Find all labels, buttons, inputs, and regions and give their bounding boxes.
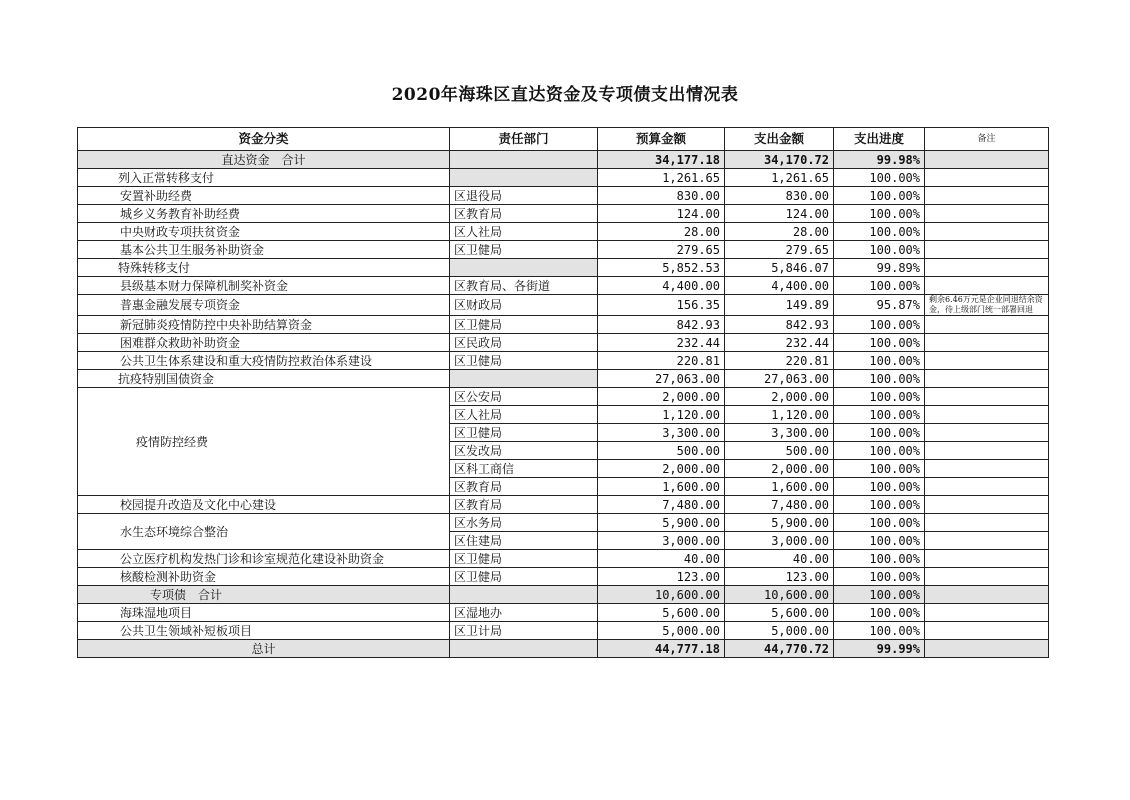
row-note <box>925 568 1049 586</box>
row-note <box>925 352 1049 370</box>
row-note <box>925 169 1049 187</box>
row-label: 直达资金 合计 <box>78 151 450 169</box>
row-label: 新冠肺炎疫情防控中央补助结算资金 <box>78 316 450 334</box>
row-label: 抗疫特别国债资金 <box>78 370 450 388</box>
row-budget: 5,852.53 <box>598 259 725 277</box>
table-row <box>78 514 1049 532</box>
row-dept: 区水务局 <box>450 514 598 532</box>
row-note <box>925 388 1049 406</box>
row-budget: 232.44 <box>598 334 725 352</box>
row-label: 基本公共卫生服务补助资金 <box>78 241 450 259</box>
row-budget: 34,177.18 <box>598 151 725 169</box>
row-dept: 区教育局 <box>450 205 598 223</box>
row-budget: 28.00 <box>598 223 725 241</box>
row-spent: 149.89 <box>725 295 834 316</box>
row-note <box>925 205 1049 223</box>
row-dept <box>450 370 598 388</box>
row-note: 剩余6.46万元是企业同退结余资金，待上级部门统一部署回退 <box>925 295 1049 316</box>
row-label: 总计 <box>78 640 450 658</box>
row-label: 核酸检测补助资金 <box>78 568 450 586</box>
row-spent: 4,400.00 <box>725 277 834 295</box>
row-label: 县级基本财力保障机制奖补资金 <box>78 277 450 295</box>
row-progress: 100.00% <box>834 478 925 496</box>
header-progress: 支出进度 <box>834 128 925 151</box>
row-spent: 3,000.00 <box>725 532 834 550</box>
table-row <box>78 604 1049 622</box>
row-note <box>925 532 1049 550</box>
row-dept: 区住建局 <box>450 532 598 550</box>
row-dept: 区卫健局 <box>450 424 598 442</box>
row-dept: 区卫健局 <box>450 568 598 586</box>
row-budget: 3,300.00 <box>598 424 725 442</box>
row-label: 公共卫生领域补短板项目 <box>78 622 450 640</box>
header-budget: 预算金额 <box>598 128 725 151</box>
row-spent: 3,300.00 <box>725 424 834 442</box>
table-row <box>78 241 1049 259</box>
row-dept <box>450 151 598 169</box>
row-note <box>925 460 1049 478</box>
group-row <box>78 259 1049 277</box>
row-budget: 124.00 <box>598 205 725 223</box>
row-progress: 100.00% <box>834 604 925 622</box>
row-spent: 830.00 <box>725 187 834 205</box>
row-progress: 100.00% <box>834 370 925 388</box>
row-note <box>925 550 1049 568</box>
row-note <box>925 478 1049 496</box>
table-row <box>78 622 1049 640</box>
row-dept: 区公安局 <box>450 388 598 406</box>
row-label: 水生态环境综合整治 <box>78 514 450 550</box>
row-dept: 区人社局 <box>450 406 598 424</box>
table-row <box>78 295 1049 316</box>
row-progress: 100.00% <box>834 532 925 550</box>
row-spent: 124.00 <box>725 205 834 223</box>
row-spent: 123.00 <box>725 568 834 586</box>
row-label: 疫情防控经费 <box>78 388 450 496</box>
direct-total-row <box>78 151 1049 169</box>
row-progress: 100.00% <box>834 514 925 532</box>
row-note <box>925 259 1049 277</box>
row-note <box>925 604 1049 622</box>
row-progress: 100.00% <box>834 496 925 514</box>
row-progress: 100.00% <box>834 277 925 295</box>
header-dept: 责任部门 <box>450 128 598 151</box>
row-label: 中央财政专项扶贫资金 <box>78 223 450 241</box>
row-note <box>925 424 1049 442</box>
row-spent: 279.65 <box>725 241 834 259</box>
row-progress: 100.00% <box>834 586 925 604</box>
row-budget: 10,600.00 <box>598 586 725 604</box>
row-budget: 842.93 <box>598 316 725 334</box>
row-budget: 1,120.00 <box>598 406 725 424</box>
table-row <box>78 334 1049 352</box>
row-progress: 100.00% <box>834 169 925 187</box>
row-dept: 区财政局 <box>450 295 598 316</box>
row-note <box>925 406 1049 424</box>
row-progress: 100.00% <box>834 622 925 640</box>
table-header-row <box>78 128 1049 151</box>
row-spent: 28.00 <box>725 223 834 241</box>
row-spent: 5,900.00 <box>725 514 834 532</box>
row-progress: 100.00% <box>834 442 925 460</box>
row-spent: 44,770.72 <box>725 640 834 658</box>
row-note <box>925 622 1049 640</box>
row-progress: 100.00% <box>834 241 925 259</box>
row-dept: 区科工商信 <box>450 460 598 478</box>
table-row <box>78 277 1049 295</box>
header-category: 资金分类 <box>78 128 450 151</box>
table-row <box>78 496 1049 514</box>
table-row <box>78 223 1049 241</box>
row-label: 安置补助经费 <box>78 187 450 205</box>
row-progress: 99.99% <box>834 640 925 658</box>
row-spent: 1,261.65 <box>725 169 834 187</box>
row-dept: 区湿地办 <box>450 604 598 622</box>
row-note <box>925 334 1049 352</box>
row-budget: 3,000.00 <box>598 532 725 550</box>
row-dept: 区退役局 <box>450 187 598 205</box>
table-row <box>78 187 1049 205</box>
page-title: 2020年海珠区直达资金及专项债支出情况表 <box>391 85 739 105</box>
row-budget: 1,600.00 <box>598 478 725 496</box>
row-progress: 100.00% <box>834 334 925 352</box>
row-budget: 4,400.00 <box>598 277 725 295</box>
row-dept: 区卫健局 <box>450 550 598 568</box>
row-dept: 区发改局 <box>450 442 598 460</box>
row-dept: 区教育局 <box>450 478 598 496</box>
row-spent: 2,000.00 <box>725 460 834 478</box>
row-spent: 500.00 <box>725 442 834 460</box>
row-dept <box>450 640 598 658</box>
row-budget: 156.35 <box>598 295 725 316</box>
row-note <box>925 187 1049 205</box>
row-progress: 99.89% <box>834 259 925 277</box>
row-progress: 100.00% <box>834 550 925 568</box>
row-budget: 500.00 <box>598 442 725 460</box>
row-budget: 27,063.00 <box>598 370 725 388</box>
row-budget: 7,480.00 <box>598 496 725 514</box>
row-label: 专项债 合计 <box>78 586 450 604</box>
row-spent: 40.00 <box>725 550 834 568</box>
row-budget: 279.65 <box>598 241 725 259</box>
header-spent: 支出金额 <box>725 128 834 151</box>
row-budget: 44,777.18 <box>598 640 725 658</box>
row-spent: 7,480.00 <box>725 496 834 514</box>
row-budget: 2,000.00 <box>598 388 725 406</box>
group-row <box>78 169 1049 187</box>
row-progress: 95.87% <box>834 295 925 316</box>
row-dept: 区教育局、各街道 <box>450 277 598 295</box>
row-progress: 100.00% <box>834 316 925 334</box>
row-budget: 5,600.00 <box>598 604 725 622</box>
row-note <box>925 640 1049 658</box>
row-note <box>925 277 1049 295</box>
row-spent: 1,600.00 <box>725 478 834 496</box>
table-row <box>78 550 1049 568</box>
special-total-row <box>78 586 1049 604</box>
row-dept <box>450 169 598 187</box>
row-budget: 220.81 <box>598 352 725 370</box>
row-note <box>925 442 1049 460</box>
table-row <box>78 568 1049 586</box>
row-label: 公共卫生体系建设和重大疫情防控救治体系建设 <box>78 352 450 370</box>
header-note: 备注 <box>925 128 1049 151</box>
row-note <box>925 316 1049 334</box>
row-label: 列入正常转移支付 <box>78 169 450 187</box>
table-row <box>78 316 1049 334</box>
row-note <box>925 223 1049 241</box>
row-dept: 区卫健局 <box>450 241 598 259</box>
row-note <box>925 151 1049 169</box>
row-dept: 区卫计局 <box>450 622 598 640</box>
row-budget: 2,000.00 <box>598 460 725 478</box>
row-budget: 5,900.00 <box>598 514 725 532</box>
row-label: 校园提升改造及文化中心建设 <box>78 496 450 514</box>
row-spent: 10,600.00 <box>725 586 834 604</box>
row-label: 公立医疗机构发热门诊和诊室规范化建设补助资金 <box>78 550 450 568</box>
row-spent: 2,000.00 <box>725 388 834 406</box>
row-note <box>925 370 1049 388</box>
row-note <box>925 496 1049 514</box>
row-note <box>925 241 1049 259</box>
row-spent: 5,600.00 <box>725 604 834 622</box>
grand-total-row <box>78 640 1049 658</box>
row-label: 城乡义务教育补助经费 <box>78 205 450 223</box>
row-spent: 5,846.07 <box>725 259 834 277</box>
row-progress: 100.00% <box>834 187 925 205</box>
row-progress: 100.00% <box>834 406 925 424</box>
row-dept: 区卫健局 <box>450 352 598 370</box>
row-spent: 220.81 <box>725 352 834 370</box>
row-note <box>925 514 1049 532</box>
row-dept: 区卫健局 <box>450 316 598 334</box>
row-spent: 1,120.00 <box>725 406 834 424</box>
row-progress: 100.00% <box>834 352 925 370</box>
row-progress: 100.00% <box>834 223 925 241</box>
table-row <box>78 205 1049 223</box>
table-row <box>78 352 1049 370</box>
row-note <box>925 586 1049 604</box>
row-dept: 区人社局 <box>450 223 598 241</box>
row-label: 普惠金融发展专项资金 <box>78 295 450 316</box>
row-dept: 区民政局 <box>450 334 598 352</box>
row-spent: 842.93 <box>725 316 834 334</box>
row-budget: 1,261.65 <box>598 169 725 187</box>
row-progress: 100.00% <box>834 205 925 223</box>
row-progress: 100.00% <box>834 568 925 586</box>
table-row <box>78 388 1049 406</box>
row-spent: 27,063.00 <box>725 370 834 388</box>
row-budget: 5,000.00 <box>598 622 725 640</box>
row-label: 特殊转移支付 <box>78 259 450 277</box>
row-budget: 40.00 <box>598 550 725 568</box>
row-dept: 区教育局 <box>450 496 598 514</box>
row-progress: 100.00% <box>834 460 925 478</box>
row-budget: 123.00 <box>598 568 725 586</box>
row-spent: 34,170.72 <box>725 151 834 169</box>
row-label: 困难群众救助补助资金 <box>78 334 450 352</box>
group-row <box>78 370 1049 388</box>
row-budget: 830.00 <box>598 187 725 205</box>
fund-table <box>77 127 1049 658</box>
row-label: 海珠湿地项目 <box>78 604 450 622</box>
row-spent: 232.44 <box>725 334 834 352</box>
row-progress: 100.00% <box>834 388 925 406</box>
row-dept <box>450 586 598 604</box>
row-progress: 99.98% <box>834 151 925 169</box>
row-dept <box>450 259 598 277</box>
row-spent: 5,000.00 <box>725 622 834 640</box>
row-progress: 100.00% <box>834 424 925 442</box>
